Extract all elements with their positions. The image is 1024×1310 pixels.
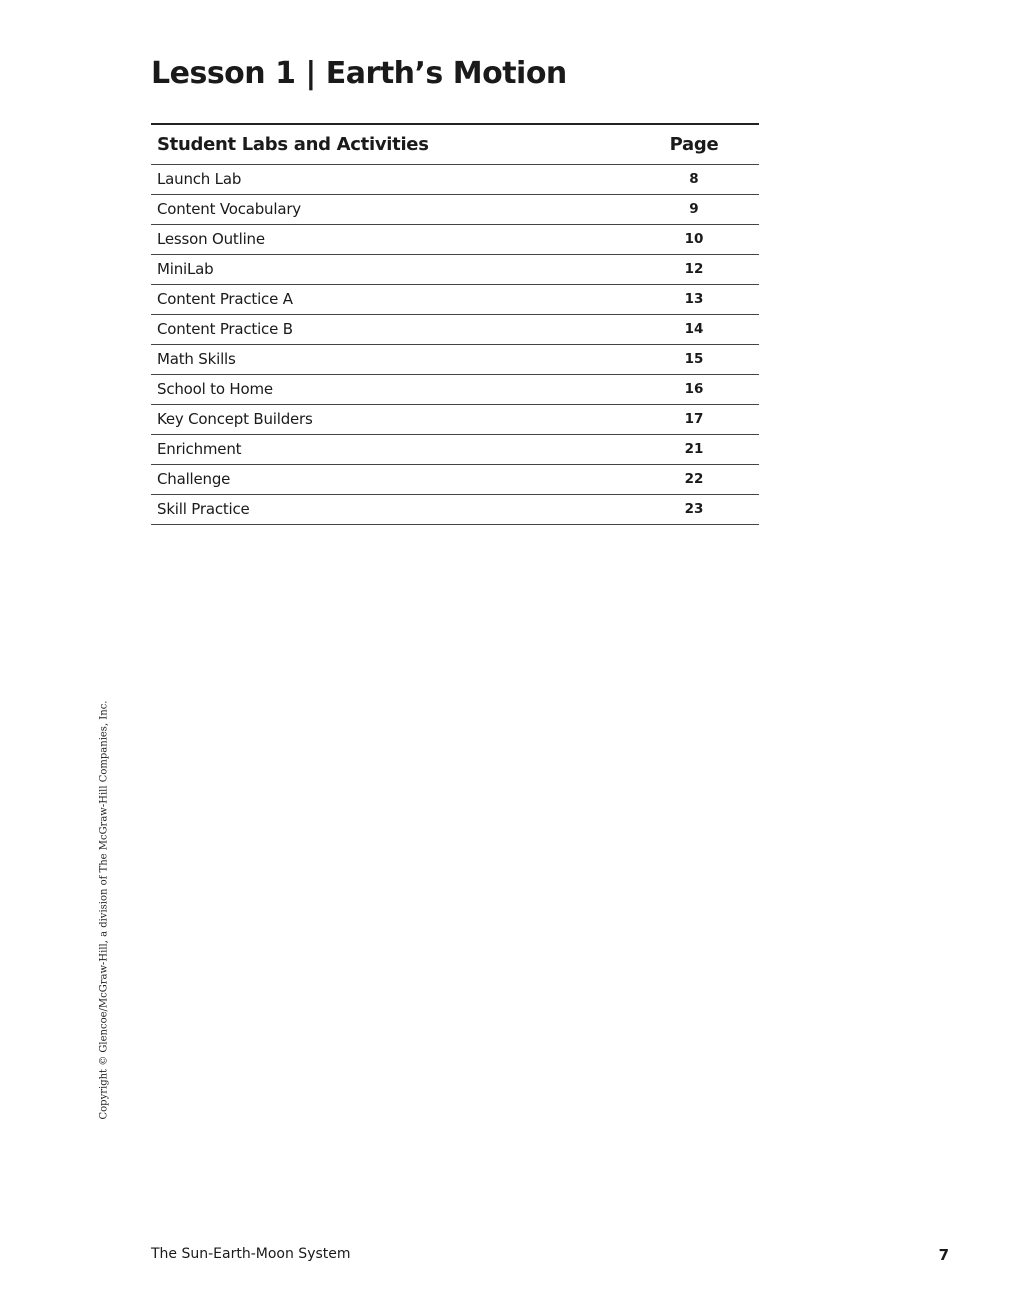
table-row [151,194,759,224]
table-row [151,314,759,344]
page-number: 13 [684,291,704,307]
activity-name: Content Vocabulary [157,200,301,218]
page-number: 9 [689,201,699,217]
table-row [151,434,759,464]
activity-name: Content Practice A [157,290,293,308]
page-title: Lesson 1 | Earth’s Motion [151,56,567,91]
page-number: 23 [684,501,704,517]
activity-column-header: Student Labs and Activities [157,133,429,155]
table-row [151,224,759,254]
page-number: 21 [684,441,704,457]
activity-name: Challenge [157,470,231,488]
table-row [151,344,759,374]
page-column-header: Page [669,133,719,155]
table-row [151,494,759,524]
activities-table [151,123,759,525]
activity-name: Skill Practice [157,500,250,518]
activity-name: Enrichment [157,440,242,458]
activity-name: Content Practice B [157,320,293,338]
page-number: 16 [684,381,704,397]
page-number: 15 [684,351,704,367]
table-row [151,374,759,404]
activity-name: MiniLab [157,260,214,278]
activity-name: Lesson Outline [157,230,265,248]
page-number: 17 [684,411,704,427]
table-row [151,404,759,434]
page-number: 10 [684,231,704,247]
page-number: 12 [684,261,704,277]
activity-name: Launch Lab [157,170,242,188]
activity-name: Key Concept Builders [157,410,313,428]
copyright-notice: Copyright © Glencoe/McGraw-Hill, a division of The McGraw-Hill Companies, Inc. [98,700,110,1120]
table-row [151,464,759,494]
table-header-row [151,124,759,164]
footer-book-title: The Sun-Earth-Moon System [151,1246,351,1262]
table-row [151,164,759,194]
footer-page-number: 7 [938,1246,949,1264]
table-row [151,284,759,314]
page-number: 22 [684,471,704,487]
table-row [151,254,759,284]
activity-name: Math Skills [157,350,236,368]
activity-name: School to Home [157,380,273,398]
page-number: 14 [684,321,704,337]
page-number: 8 [689,171,699,187]
